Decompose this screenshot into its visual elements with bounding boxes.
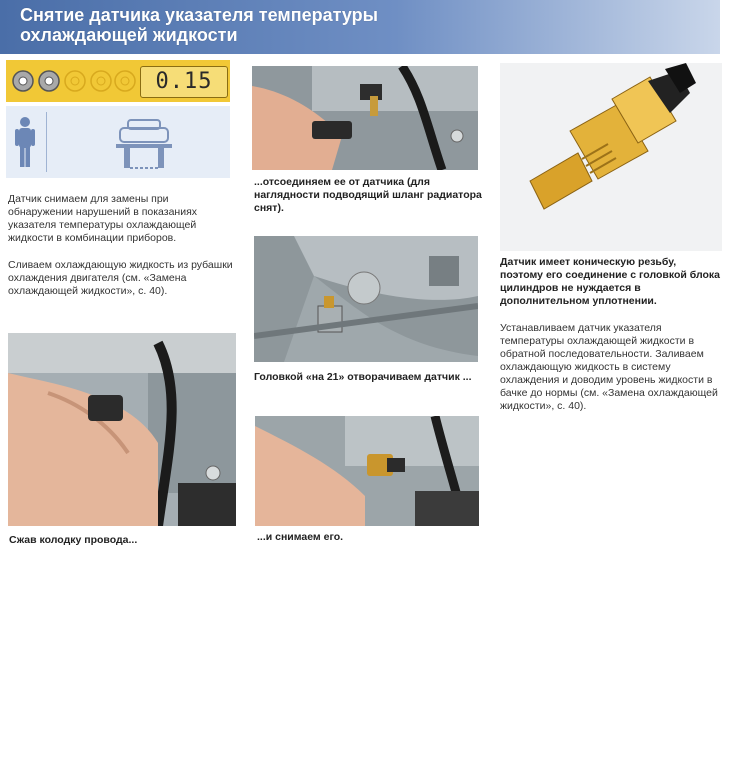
time-display: 0.15	[140, 66, 228, 98]
difficulty-level-4	[90, 66, 112, 96]
intro-paragraph-2: Сливаем охлаждающую жидкость из рубашки охлаждения двигателя (см. «Замена охлаждающей жидкости», с. 40).	[8, 259, 233, 297]
photo-connector-squeeze	[8, 333, 236, 526]
panel-divider	[46, 112, 47, 172]
photo-disconnect-connector	[252, 66, 478, 170]
difficulty-level-3	[64, 66, 86, 96]
caption-3: Головкой «на 21» отворачиваем датчик ...	[254, 371, 472, 383]
photo-unscrew-sensor	[254, 236, 478, 362]
caption-2: ...отсоединяем ее от датчика (для наглядности подводящий шланг радиатора снят).	[254, 176, 482, 214]
difficulty-level-1	[12, 66, 34, 96]
difficulty-level-5	[114, 66, 136, 96]
install-paragraph: Устанавливаем датчик указателя температуры охлаждающей жидкости в обратной последовательности. Заливаем охлаждающую жидкость в систему охлаждения и доводим уровень жидкости в бачке до нормы (см. «Замена охлаждающей жидкости», с. 40).	[500, 322, 718, 412]
lift-icon	[114, 114, 174, 175]
workers-tools-panel	[6, 106, 230, 178]
page-title: Снятие датчика указателя температуры охлаждающей жидкости	[20, 5, 378, 45]
intro-paragraph-1: Датчик снимаем для замены при обнаружении нарушений в показаниях указателя температуры охлаждающей жидкости в комбинации приборов.	[8, 193, 198, 244]
photo-remove-sensor	[255, 416, 479, 526]
caption-4: ...и снимаем его.	[257, 531, 344, 543]
caption-1: Сжав колодку провода...	[9, 534, 138, 546]
difficulty-level-2	[38, 66, 60, 96]
page-header	[0, 0, 720, 54]
caption-5: Датчик имеет коническую резьбу, поэтому его соединение с головкой блока цилиндров не нуждается в дополнительном уплотнении.	[500, 256, 721, 307]
photo-sensor-part	[500, 63, 722, 251]
difficulty-bar	[6, 60, 230, 102]
person-icon	[14, 116, 36, 173]
